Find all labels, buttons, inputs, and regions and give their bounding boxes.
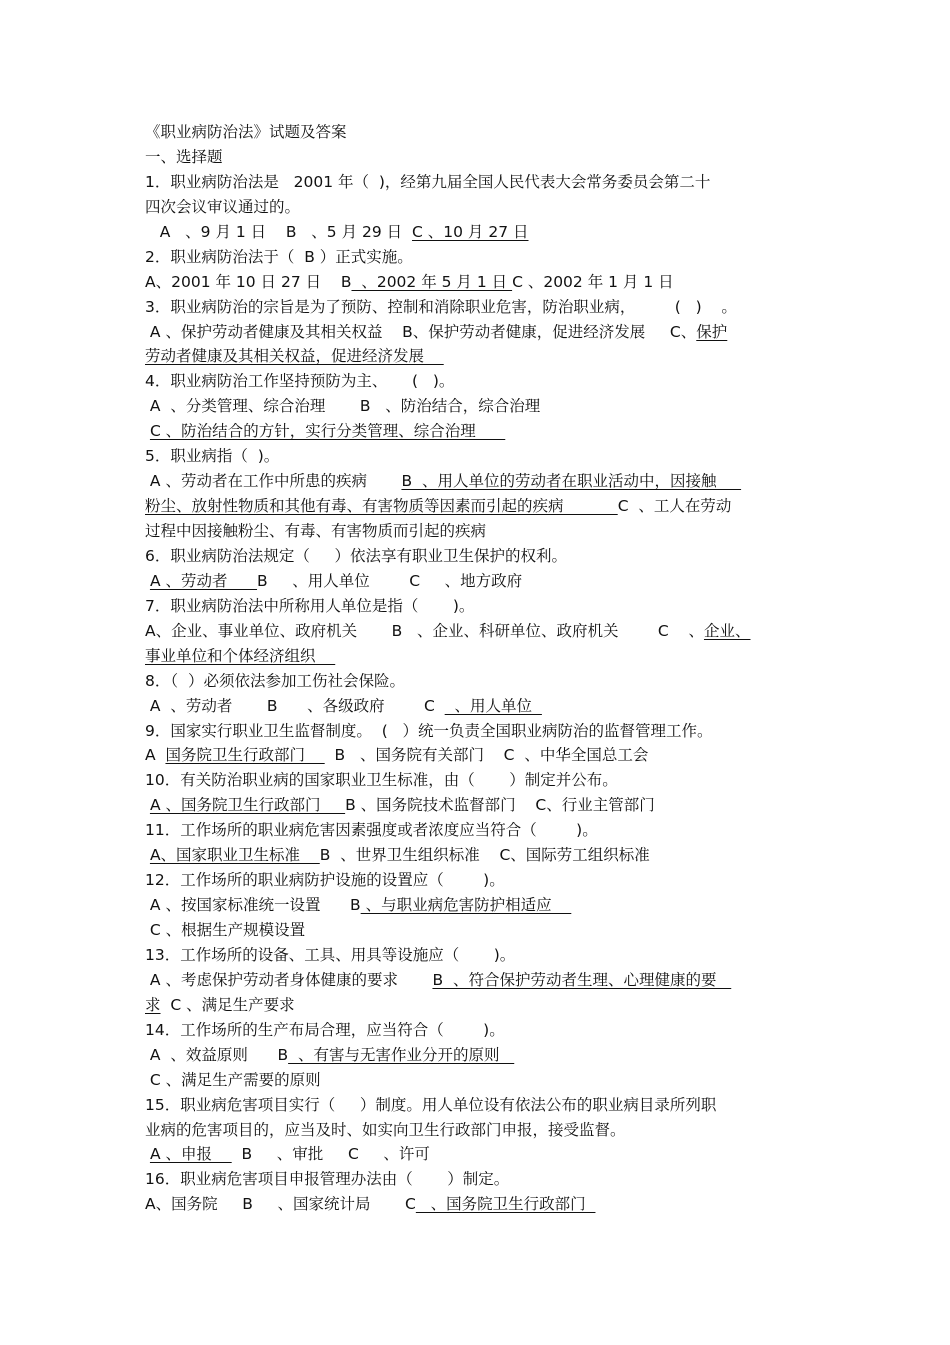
document-title: 《职业病防治法》试题及答案	[145, 123, 347, 141]
text-line	[145, 619, 835, 644]
text-segment: 2．职业病防治法于（ B ）正式实施。	[145, 247, 413, 266]
text-segment: 3．职业病防治的宗旨是为了预防、控制和消除职业危害，防治职业病， ( ) 。	[145, 297, 737, 316]
text-line	[145, 270, 835, 295]
text-line	[145, 669, 835, 694]
text-line	[145, 369, 835, 394]
text-segment: B 、世界卫生组织标准 C、国际劳工组织标准	[319, 846, 650, 865]
text-line	[145, 444, 835, 469]
text-segment: 14．工作场所的生产布局合理，应当符合（ )。	[145, 1020, 505, 1039]
text-segment: 7．职业病防治法中所称用人单位是指（ )。	[145, 596, 475, 615]
text-segment: B 、审批 C 、许可	[231, 1145, 430, 1164]
answer-text: B 、符合保护劳动者生理、心理健康的要	[432, 970, 732, 989]
answer-text: 企业、	[703, 621, 751, 640]
text-segment: 四次会议审议通过的。	[145, 197, 301, 216]
text-segment: 16．职业病危害项目申报管理办法由（ ）制定。	[145, 1170, 510, 1189]
answer-text: 事业单位和个体经济组织	[145, 646, 336, 665]
text-line	[145, 843, 835, 868]
text-line	[145, 594, 835, 619]
text-line	[145, 918, 835, 943]
text-line	[145, 993, 835, 1018]
text-line	[145, 968, 835, 993]
text-segment: A 、劳动者 B 、各级政府 C	[145, 696, 445, 715]
text-segment: C 、2002 年 1 月 1 日	[512, 272, 674, 291]
text-segment: 5．职业病指（ )。	[145, 447, 280, 466]
answer-text: B 、用人单位的劳动者在职业活动中，因接触	[401, 472, 742, 491]
text-segment: 8．（ ）必须依法参加工伤社会保险。	[145, 671, 405, 690]
text-segment: 13．工作场所的设备、工具、用具等设施应（ )。	[145, 945, 516, 964]
text-line	[145, 644, 835, 669]
text-segment: 9．国家实行职业卫生监督制度。 ( ）统一负责全国职业病防治的监督管理工作。	[145, 721, 713, 740]
text-segment: 10．有关防治职业病的国家职业卫生标准，由（ ）制定并公布。	[145, 771, 618, 790]
text-segment: C 、满足生产需要的原则	[145, 1070, 321, 1089]
text-segment: A 、9 月 1 日 B 、5 月 29 日	[145, 222, 413, 241]
text-segment: 业病的危害项目的，应当及时、如实向卫生行政部门申报，接受监督。	[145, 1120, 626, 1139]
text-line	[145, 793, 835, 818]
text-line	[145, 818, 835, 843]
text-line	[145, 544, 835, 569]
text-segment: C 、根据生产规模设置	[145, 921, 306, 939]
text-segment: A	[145, 746, 166, 765]
text-line	[145, 394, 835, 419]
text-segment: 11．工作场所的职业病危害因素强度或者浓度应当符合（ )。	[145, 821, 598, 840]
text-segment: B 、用人单位 C 、地方政府	[257, 571, 523, 590]
text-segment: 过程中因接触粉尘、有毒、有害物质而引起的疾病	[145, 522, 487, 540]
text-segment: B 、国务院有关部门 C 、中华全国总工会	[324, 746, 649, 765]
text-line	[145, 1068, 835, 1093]
text-line	[145, 943, 835, 968]
text-line	[145, 344, 835, 369]
text-line	[145, 743, 835, 768]
text-segment: A、国务院 B 、国家统计局 C	[145, 1195, 416, 1214]
text-line	[145, 170, 835, 195]
answer-text: 、2002 年 5 月 1 日	[351, 272, 513, 291]
text-line	[145, 220, 835, 245]
text-segment: A、2001 年 10 日 27 日 B	[145, 272, 352, 291]
answer-text: 求	[145, 995, 161, 1014]
text-line	[145, 419, 835, 444]
text-line	[145, 893, 835, 918]
text-line	[145, 868, 835, 893]
text-line	[145, 1192, 835, 1217]
answer-text: A 、劳动者	[149, 571, 258, 590]
answer-text: 、有害与无害作业分开的原则	[288, 1045, 515, 1064]
text-line	[145, 569, 835, 594]
question-list	[145, 170, 835, 1217]
text-line	[145, 1093, 835, 1118]
answer-text: 粉尘、放射性物质和其他有毒、有害物质等因素而引起的疾病	[145, 497, 618, 516]
text-line	[145, 1167, 835, 1192]
text-line	[145, 1118, 835, 1143]
text-line	[145, 320, 835, 345]
text-line	[145, 519, 835, 544]
text-segment: B 、国务院技术监督部门 C、行业主管部门	[345, 796, 655, 815]
answer-text: 、用人单位	[444, 696, 542, 715]
text-line	[145, 245, 835, 270]
text-segment: 15．职业病危害项目实行（ ）制度。用人单位设有依法公布的职业病目录所列职	[145, 1095, 717, 1114]
text-line	[145, 694, 835, 719]
text-line	[145, 295, 835, 320]
text-line	[145, 1043, 835, 1068]
text-line	[145, 1018, 835, 1043]
text-line	[145, 768, 835, 793]
answer-text: A 、申报	[149, 1145, 232, 1164]
text-segment: A 、劳动者在工作中所患的疾病	[145, 472, 402, 491]
text-segment: A 、分类管理、综合治理 B 、防治结合，综合治理	[145, 397, 541, 416]
text-segment: A、企业、事业单位、政府机关 B 、企业、科研单位、政府机关 C 、	[145, 621, 704, 640]
text-segment: 6．职业病防治法规定（ ）依法享有职业卫生保护的权利。	[145, 546, 567, 565]
document-page	[145, 120, 835, 1217]
text-segment: C 、工人在劳动	[617, 497, 732, 516]
text-line	[145, 1142, 835, 1167]
answer-text: C 、防治结合的方针，实行分类管理、综合治理	[149, 422, 506, 441]
answer-text: 、与职业病危害防护相适应	[360, 896, 572, 915]
text-line	[145, 719, 835, 744]
text-segment: A 、保护劳动者健康及其相关权益 B、保护劳动者健康，促进经济发展 C、	[145, 322, 697, 341]
text-segment: C 、满足生产要求	[160, 995, 295, 1014]
answer-text: 劳动者健康及其相关权益，促进经济发展	[145, 347, 444, 366]
answer-text: A 、国务院卫生行政部门	[149, 796, 346, 815]
section-heading: 一、选择题	[145, 147, 223, 166]
text-segment: A 、按国家标准统一设置 B	[145, 896, 361, 915]
text-line	[145, 195, 835, 220]
answer-text: 、国务院卫生行政部门	[415, 1195, 596, 1214]
text-segment: 12．工作场所的职业病防护设施的设置应（ )。	[145, 871, 505, 890]
answer-text: C 、10 月 27 日	[412, 222, 529, 241]
text-segment: A 、效益原则 B	[145, 1045, 289, 1064]
text-line	[145, 494, 835, 519]
answer-text: 国务院卫生行政部门	[165, 746, 325, 765]
answer-text: A、国家职业卫生标准	[149, 846, 320, 865]
text-segment: 1．职业病防治法是 2001 年（ )，经第九届全国人民代表大会常务委员会第二十	[145, 172, 711, 191]
text-segment: 4．职业病防治工作坚持预防为主、 ( )。	[145, 372, 455, 391]
answer-text: 保护	[696, 322, 728, 341]
text-line	[145, 469, 835, 494]
text-segment: A 、考虑保护劳动者身体健康的要求	[145, 970, 433, 989]
